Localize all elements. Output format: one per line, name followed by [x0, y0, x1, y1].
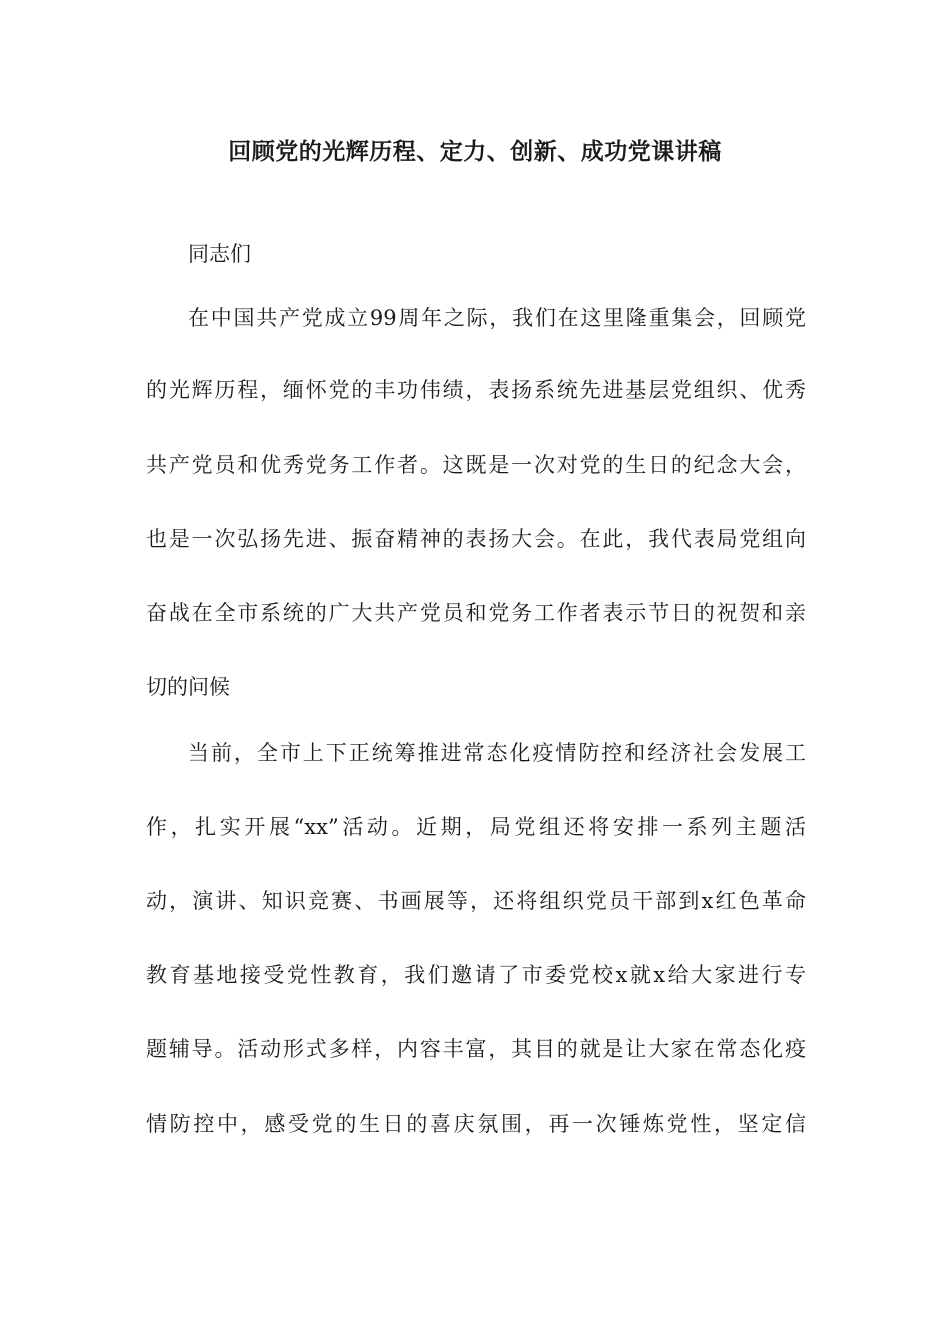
paragraph-2-line-6: 情防控中，感受党的生日的喜庆氛围，再一次锤炼党性，坚定信	[146, 1112, 806, 1136]
salutation: 同志们	[188, 242, 251, 266]
paragraph-1-line-4: 也是一次弘扬先进、振奋精神的表扬大会。在此，我代表局党组向	[146, 527, 806, 551]
paragraph-2-line-4: 教育基地接受党性教育，我们邀请了市委党校x就x给大家进行专	[146, 963, 806, 987]
paragraph-1-line-1: 在中国共产党成立99周年之际，我们在这里隆重集会，回顾党	[188, 306, 806, 330]
paragraph-1-line-2: 的光辉历程，缅怀党的丰功伟绩，表扬系统先进基层党组织、优秀	[146, 378, 806, 402]
paragraph-2-line-3: 动，演讲、知识竞赛、书画展等，还将组织党员干部到x红色革命	[146, 889, 806, 913]
paragraph-1-line-3: 共产党员和优秀党务工作者。这既是一次对党的生日的纪念大会，	[146, 453, 806, 477]
paragraph-2-line-2: 作，扎实开展“xx”活动。近期，局党组还将安排一系列主题活	[146, 815, 806, 839]
paragraph-2-line-1: 当前，全市上下正统筹推进常态化疫情防控和经济社会发展工	[188, 741, 806, 765]
paragraph-1-line-6: 切的问候	[146, 675, 230, 699]
paragraph-2-line-5: 题辅导。活动形式多样，内容丰富，其目的就是让大家在常态化疫	[146, 1037, 806, 1061]
paragraph-1-line-5: 奋战在全市系统的广大共产党员和党务工作者表示节日的祝贺和亲	[146, 601, 806, 625]
document-title: 回顾党的光辉历程、定力、创新、成功党课讲稿	[228, 138, 722, 165]
